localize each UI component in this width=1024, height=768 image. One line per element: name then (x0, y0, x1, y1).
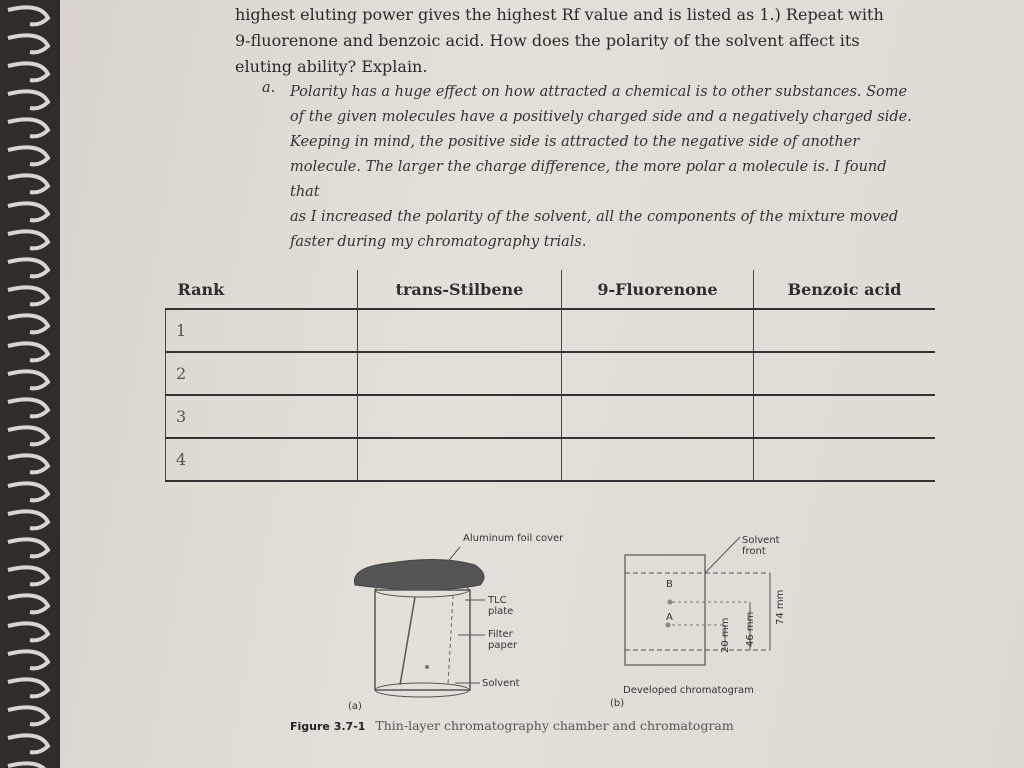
question-line: eluting ability? Explain. (235, 57, 428, 76)
spot-b (668, 600, 673, 605)
dist-46-label: 46 mm (745, 611, 756, 647)
rank-cell: 3 (166, 395, 358, 438)
solvent-label: Solvent (482, 678, 520, 689)
foil-cover (354, 559, 484, 590)
rank-cell: 4 (166, 438, 358, 481)
dist-20-label: 20 mm (720, 617, 731, 653)
dist-74-label: 74 mm (775, 589, 786, 625)
header-rank: Rank (166, 270, 358, 309)
header-trans-stilbene: trans-Stilbene (358, 270, 562, 309)
table-row (166, 438, 936, 481)
answer-line: as I increased the polarity of the solvent, all the components of the mixture moved (290, 209, 899, 225)
spiral-binding (0, 0, 60, 768)
empty-cell[interactable] (358, 352, 562, 395)
rank-cell: 1 (166, 309, 358, 352)
empty-cell[interactable] (561, 395, 753, 438)
filter-paper-label: Filter paper (488, 629, 518, 651)
rank-cell: 2 (166, 352, 358, 395)
spot-a (666, 623, 671, 628)
header-benzoic-acid: Benzoic acid (754, 270, 935, 309)
rank-table (165, 270, 935, 482)
caption-number: Figure 3.7-1 (290, 720, 366, 733)
spot-b-label: B (666, 579, 673, 590)
empty-cell[interactable] (754, 395, 935, 438)
question-line: highest eluting power gives the highest Rf value and is listed as 1.) Repeat with (235, 5, 884, 24)
empty-cell[interactable] (358, 438, 562, 481)
tlc-plate-label: TLC plate (488, 595, 514, 617)
empty-cell[interactable] (754, 438, 935, 481)
caption-text: Thin-layer chromatography chamber and chromatogram (375, 718, 734, 733)
answer-text (290, 80, 920, 255)
solvent-front-label: Solvent front (742, 535, 780, 557)
empty-cell[interactable] (561, 309, 753, 352)
table-row (166, 309, 936, 352)
figure-caption (290, 718, 734, 733)
question-line: 9-fluorenone and benzoic acid. How does the polarity of the solvent affect its (235, 31, 860, 50)
tlc-plate (400, 597, 415, 685)
question-text (235, 2, 895, 80)
spot-a-label: A (666, 612, 673, 623)
empty-cell[interactable] (754, 309, 935, 352)
beaker (375, 590, 470, 690)
foil-cover-label: Aluminum foil cover (463, 533, 564, 544)
empty-cell[interactable] (561, 352, 753, 395)
panel-b-label: (b) (610, 698, 625, 709)
empty-cell[interactable] (358, 309, 562, 352)
answer-line: molecule. The larger the charge difference, the more polar a molecule is. I found that (290, 159, 887, 200)
empty-cell[interactable] (561, 438, 753, 481)
chromatography-figure (280, 525, 840, 745)
answer-line: Polarity has a huge effect on how attracted a chemical is to other substances. Some (290, 84, 908, 100)
empty-cell[interactable] (754, 352, 935, 395)
chamber-illustration (354, 547, 485, 697)
filter-paper (448, 595, 453, 685)
tlc-plate-developed (625, 555, 705, 665)
empty-cell[interactable] (358, 395, 562, 438)
panel-a-label: (a) (348, 701, 362, 712)
answer-line: of the given molecules have a positively charged side and a negatively charged side. (290, 109, 912, 125)
chromatogram-title: Developed chromatogram (623, 685, 754, 696)
answer-line: faster during my chromatography trials. (290, 234, 587, 250)
table-row (166, 352, 936, 395)
table-row (166, 395, 936, 438)
header-9-fluorenone: 9-Fluorenone (561, 270, 753, 309)
answer-marker: a. (262, 80, 276, 96)
answer-line: Keeping in mind, the positive side is attracted to the negative side of another (290, 134, 860, 150)
table-header-row (166, 270, 936, 309)
